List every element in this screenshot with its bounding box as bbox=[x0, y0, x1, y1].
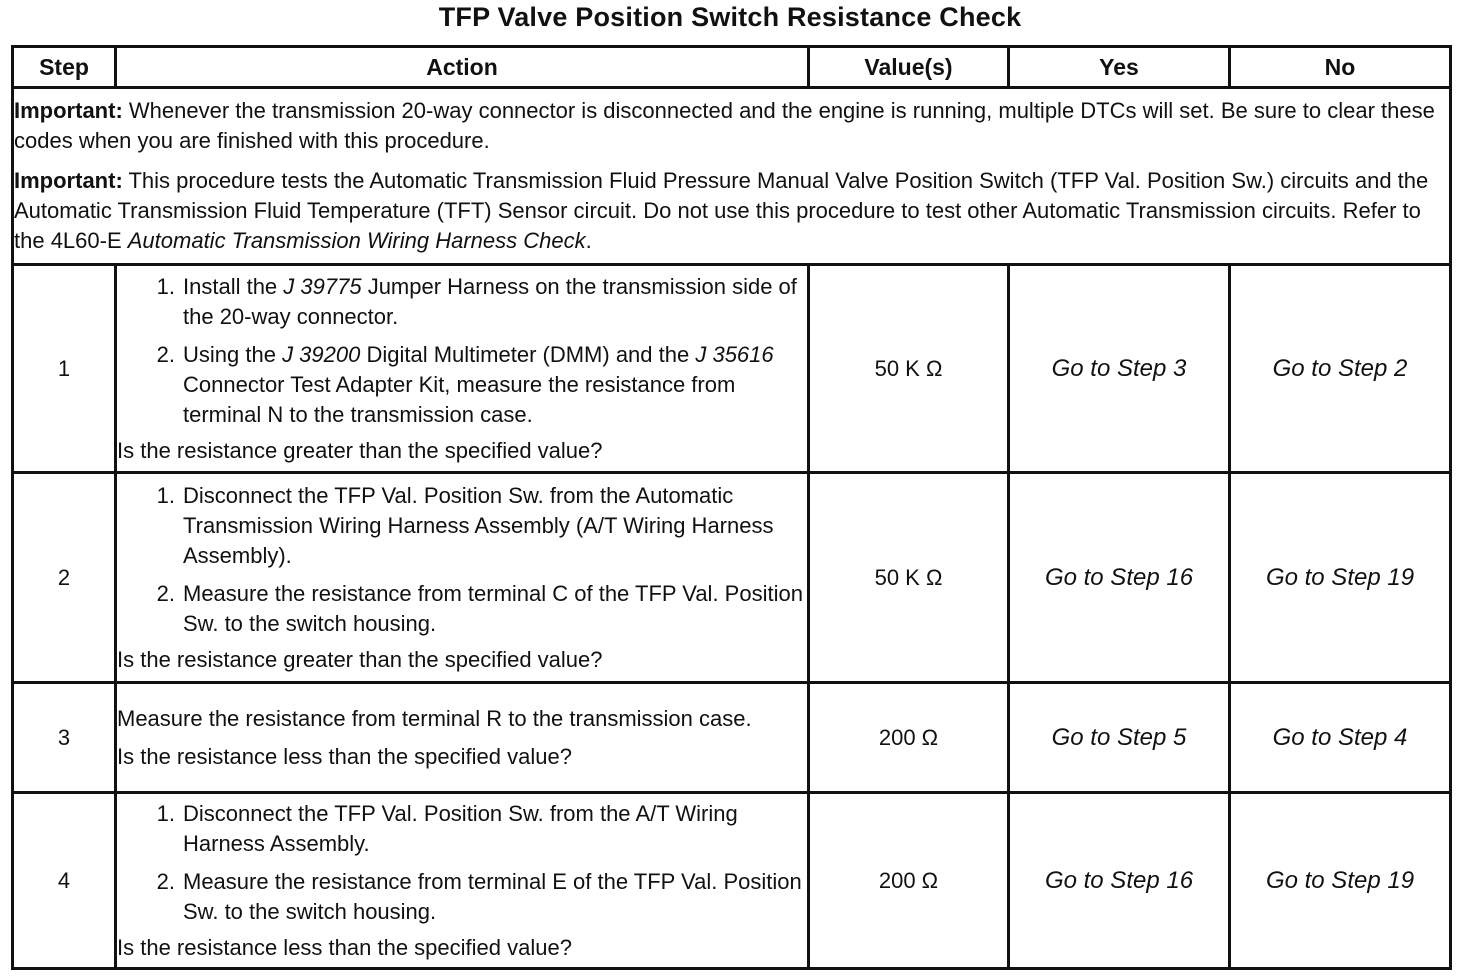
important-row bbox=[13, 88, 1451, 265]
substep-number: 2. bbox=[156, 868, 175, 894]
header-step: Step bbox=[13, 47, 116, 88]
substep-number: 1. bbox=[156, 800, 175, 826]
header-values: Value(s) bbox=[809, 47, 1009, 88]
substep bbox=[117, 867, 807, 927]
important-text: Whenever the transmission 20-way connector is disconnected and the engine is running, multiple DTCs will set. Be sure to clear these codes when you are finished with this procedure. bbox=[14, 98, 1435, 153]
substep-number: 2. bbox=[156, 341, 175, 367]
important-notes bbox=[13, 88, 1451, 265]
substep-text: Measure the resistance from terminal C of the TFP Val. Position Sw. to the switch housing. bbox=[183, 580, 803, 636]
step-action bbox=[116, 265, 809, 473]
important-note bbox=[14, 96, 1449, 156]
harness-check-reference: Automatic Transmission Wiring Harness Check bbox=[127, 228, 586, 253]
step-number: 2 bbox=[13, 473, 116, 683]
step-value: 200 Ω bbox=[809, 793, 1009, 969]
important-note bbox=[14, 166, 1449, 256]
text-part: Jumper Harness on the transmission side of the 20-way connector. bbox=[183, 273, 797, 329]
substep-list bbox=[117, 481, 807, 639]
yes-result: Go to Step 3 bbox=[1009, 265, 1230, 473]
header-action: Action bbox=[116, 47, 809, 88]
text-part: Connector Test Adapter Kit, measure the resistance from terminal N to the transmission case. bbox=[183, 371, 736, 427]
step-question: Is the resistance less than the specified value? bbox=[117, 743, 572, 769]
text-part: Digital Multimeter (DMM) and the bbox=[360, 341, 696, 367]
step-instruction: Measure the resistance from terminal R to the transmission case. bbox=[117, 705, 752, 731]
substep bbox=[117, 272, 807, 332]
step-row-1 bbox=[13, 265, 1451, 473]
no-result: Go to Step 4 bbox=[1230, 683, 1451, 793]
step-value: 50 K Ω bbox=[809, 473, 1009, 683]
yes-result: Go to Step 16 bbox=[1009, 473, 1230, 683]
substep-text: Disconnect the TFP Val. Position Sw. from the Automatic Transmission Wiring Harness Assembly (A/T Wiring Harness Assembly). bbox=[183, 482, 774, 568]
substep-text bbox=[183, 272, 807, 332]
no-result: Go to Step 2 bbox=[1230, 265, 1451, 473]
tool-number: J 35616 bbox=[695, 341, 774, 367]
tool-number: J 39200 bbox=[282, 341, 361, 367]
step-value: 200 Ω bbox=[809, 683, 1009, 793]
step-value: 50 K Ω bbox=[809, 265, 1009, 473]
substep-text: Measure the resistance from terminal E of the TFP Val. Position Sw. to the switch housing. bbox=[183, 868, 802, 924]
yes-result: Go to Step 5 bbox=[1009, 683, 1230, 793]
substep-number: 2. bbox=[156, 580, 175, 606]
substep-list bbox=[117, 799, 807, 927]
step-row-4 bbox=[13, 793, 1451, 969]
step-row-2 bbox=[13, 473, 1451, 683]
important-label: Important: bbox=[14, 168, 123, 193]
step-row-3 bbox=[13, 683, 1451, 793]
yes-result: Go to Step 16 bbox=[1009, 793, 1230, 969]
step-question: Is the resistance less than the specified value? bbox=[117, 934, 572, 960]
step-question: Is the resistance greater than the specified value? bbox=[117, 646, 603, 672]
substep-list bbox=[117, 272, 807, 430]
important-end: . bbox=[585, 228, 592, 253]
tool-number: J 39775 bbox=[283, 273, 362, 299]
header-no: No bbox=[1230, 47, 1451, 88]
text-part: Install the bbox=[183, 273, 284, 299]
substep bbox=[117, 340, 807, 430]
important-text: This procedure tests the Automatic Transmission Fluid Pressure Manual Valve Position Switch (TFP Val. Position Sw.) circuits and the Automatic Transmission Fluid Temperature (TFT) Sensor circuit. Do not use this procedure to test other Automatic Transmission circuits. Refer to the 4L60-E bbox=[14, 168, 1429, 253]
step-number: 3 bbox=[13, 683, 116, 793]
step-action bbox=[116, 793, 809, 969]
substep-text bbox=[183, 340, 807, 430]
substep-text: Disconnect the TFP Val. Position Sw. from the A/T Wiring Harness Assembly. bbox=[183, 800, 738, 856]
text-part: Using the bbox=[183, 341, 283, 367]
substep-number: 1. bbox=[156, 482, 175, 508]
header-row bbox=[13, 47, 1451, 88]
step-action bbox=[116, 473, 809, 683]
step-number: 1 bbox=[13, 265, 116, 473]
document-title: TFP Valve Position Switch Resistance Check bbox=[438, 2, 1022, 32]
substep bbox=[117, 799, 807, 859]
substep-number: 1. bbox=[156, 273, 175, 299]
substep bbox=[117, 481, 807, 571]
important-label: Important: bbox=[14, 98, 123, 123]
step-action bbox=[116, 683, 809, 793]
resistance-check-table bbox=[11, 45, 1452, 970]
no-result: Go to Step 19 bbox=[1230, 793, 1451, 969]
header-yes: Yes bbox=[1009, 47, 1230, 88]
step-number: 4 bbox=[13, 793, 116, 969]
step-question: Is the resistance greater than the specified value? bbox=[117, 437, 603, 463]
substep bbox=[117, 579, 807, 639]
no-result: Go to Step 19 bbox=[1230, 473, 1451, 683]
